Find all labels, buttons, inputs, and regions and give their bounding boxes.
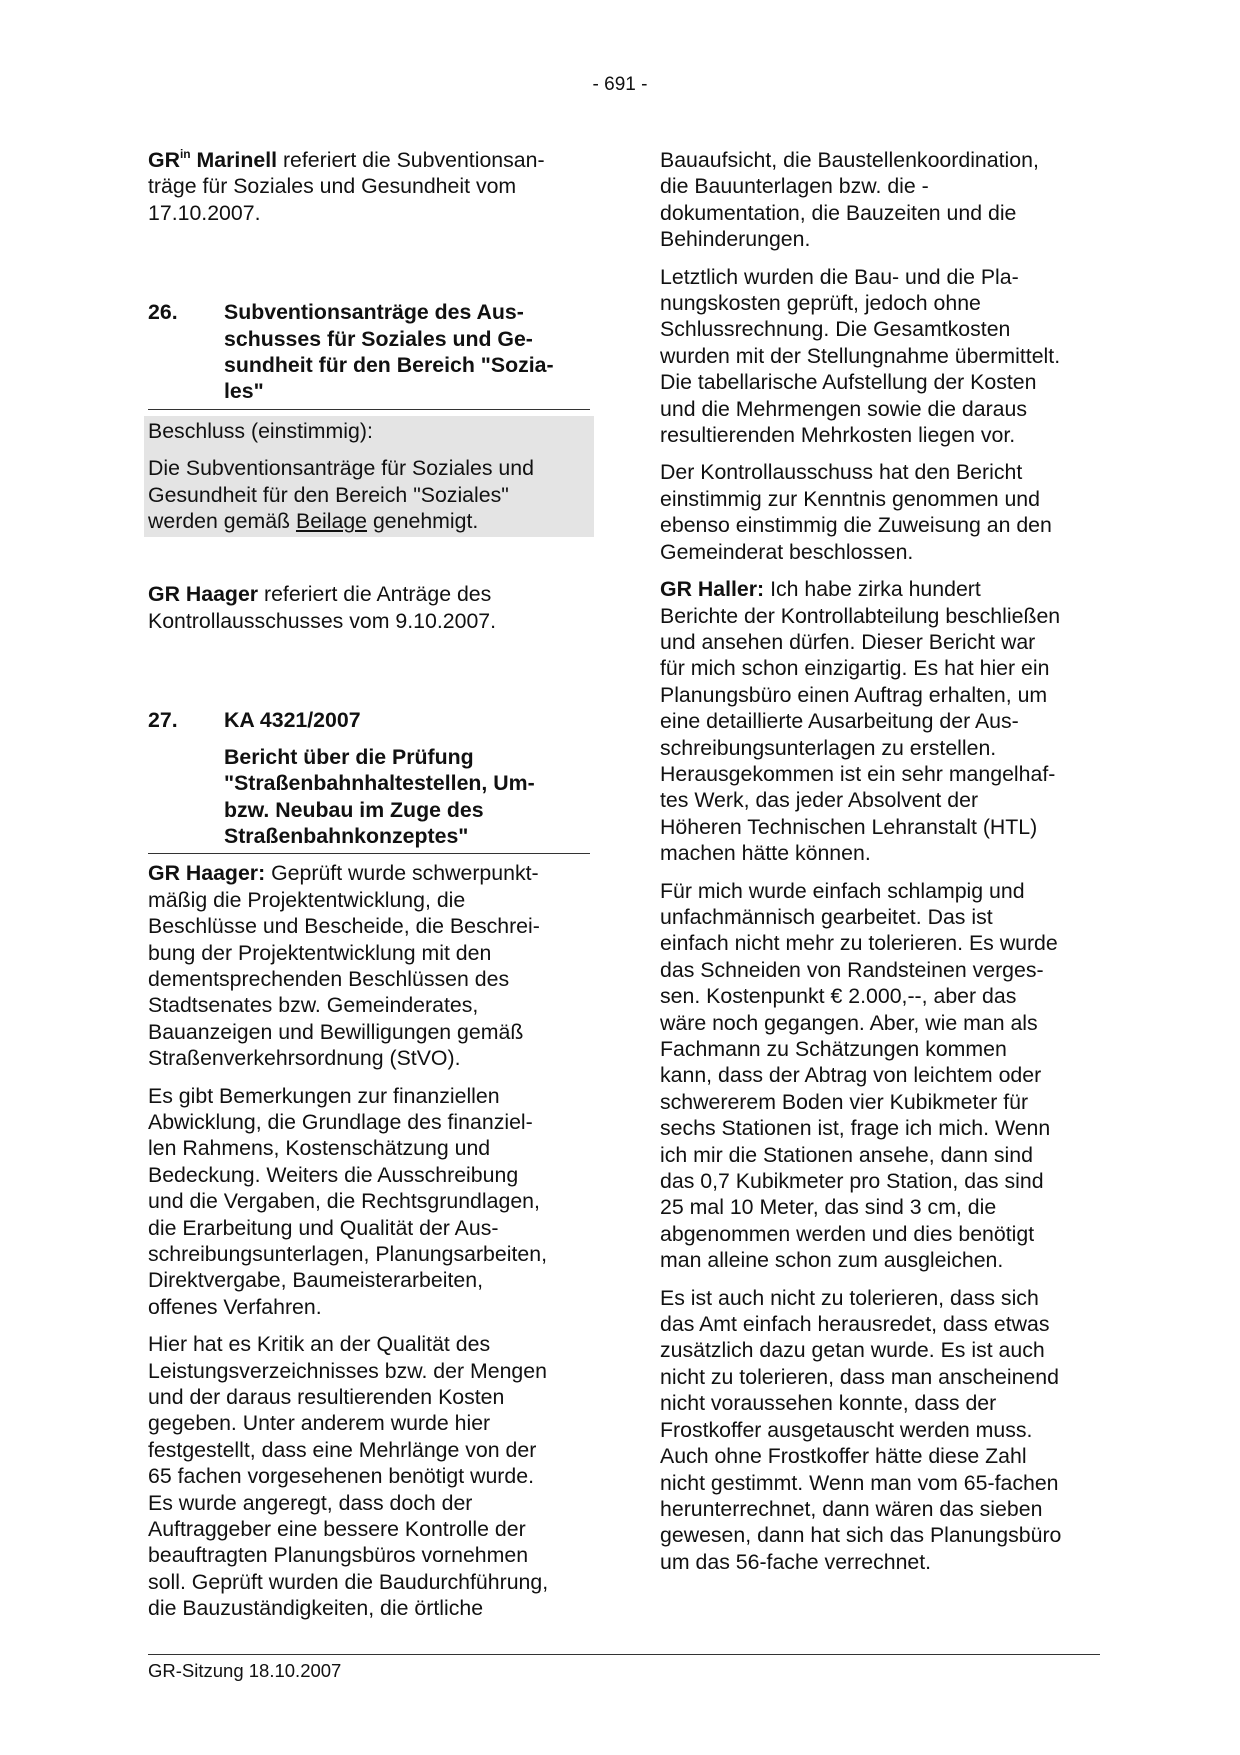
agenda-title: Bericht über die Prüfung "Straßenbahnhaltestellen, Um- bzw. Neubau im Zuge des Straßenbahnkonzeptes" bbox=[224, 744, 535, 848]
agenda-code: KA 4321/2007 bbox=[224, 708, 361, 733]
speaker-haager: GR Haager bbox=[148, 582, 259, 607]
speaker-haager: GR Haager: bbox=[148, 861, 266, 886]
paragraph-right-3: Der Kontrollausschuss hat den Bericht einstimmig zur Kenntnis genommen und ebenso einstimmig die Zuweisung an den Gemeinderat beschlossen. bbox=[660, 460, 1052, 564]
paragraph-haller-3: Es ist auch nicht zu tolerieren, dass sich das Amt einfach herausredet, dass etwas zusätzlich dazu getan wurde. Es ist auch nicht zu tolerieren, dass man anscheinend nicht voraussehen konnte, dass der Frostkoffer ausgetauscht werden muss. Auch ohne Frostkoffer hätte diese Zahl nicht gestimmt. Wenn man vom 65-fachen herunterrechnet, dann wären das sieben gewesen, dann hat sich das Planungsbüro um das 56-fache verrechnet. bbox=[660, 1285, 1062, 1574]
left-column bbox=[148, 147, 590, 1633]
paragraph-haller-2: Für mich wurde einfach schlampig und unfachmännisch gearbeitet. Das ist einfach nicht mehr zu tolerieren. Es wurde das Schneiden von Randsteinen verges- sen. Kostenpunkt € 2.000,--, aber das wäre noch gegangen. Aber, wie man als Fachmann zu Schätzungen kommen kann, dass der Abtrag von leichtem oder schwererem Boden vier Kubikmeter für sechs Stationen ist, frage ich mich. Wenn ich mir die Stationen ansehe, dann sind das 0,7 Kubikmeter pro Station, das sind 25 mal 10 Meter, das sind 3 cm, die abgenommen werden und dies benötigt man alleine schon zum ausgleichen. bbox=[660, 878, 1058, 1273]
decision-box bbox=[144, 416, 594, 538]
paragraph-haager-1: GR Haager: Geprüft wurde schwerpunkt- mäßig die Projektentwicklung, die Beschlüsse und Bescheide, die Beschrei- bung der Projektentwicklung mit den dementsprechenden Beschlüssen des Stadtsenates bzw. Gemeinderates, Bauanzeigen und Bewilligungen gemäß Straßenverkehrsordnung (StVO). bbox=[148, 861, 540, 1071]
paragraph-haager-3: Hier hat es Kritik an der Qualität des Leistungsverzeichnisses bzw. der Mengen und der daraus resultierenden Kosten gegeben. Unter anderem wurde hier festgestellt, dass eine Mehrlänge von der 65 fachen vorgesehenen benötigt wurde. Es wurde angeregt, dass doch der Auftraggeber eine bessere Kontrolle der beauftragten Planungsbüros vornehmen soll. Geprüft wurden die Baudurchführung, die Bauzuständigkeiten, die örtliche bbox=[148, 1332, 549, 1621]
agenda-title: Subventionsanträge des Aus- schusses für Soziales und Ge- sundheit für den Bereich "Sozia- les" bbox=[224, 300, 554, 404]
page-number: - 691 - bbox=[592, 74, 648, 95]
divider bbox=[148, 853, 590, 854]
agenda-number: 27. bbox=[148, 708, 178, 733]
agenda-item-26 bbox=[148, 299, 590, 405]
divider bbox=[148, 409, 590, 410]
footer-text: GR-Sitzung 18.10.2007 bbox=[148, 1660, 342, 1681]
speaker-haller: GR Haller: bbox=[660, 577, 765, 602]
speaker-marinell: $GR^{in}$ Marinell bbox=[148, 147, 278, 172]
right-column bbox=[660, 147, 1110, 1586]
paragraph-right-1: Bauaufsicht, die Baustellenkoordination, die Bauunterlagen bzw. die - dokumentation, die Bauzeiten und die Behinderungen. bbox=[660, 148, 1039, 252]
decision-label: Beschluss (einstimmig): bbox=[148, 418, 373, 443]
agenda-number: 26. bbox=[148, 300, 178, 325]
paragraph-haller-1: GR Haller: Ich habe zirka hundert Berichte der Kontrollabteilung beschließen und ansehen dürfen. Dieser Bericht war für mich schon einzigartig. Es hat hier ein Planungsbüro einen Auftrag erhalten, um eine detaillierte Ausarbeitung der Aus- schreibungsunterlagen zu erstellen. Herausgekommen ist ein sehr mangelhaf- tes Werk, das jeder Absolvent der Höheren Technischen Lehranstalt (HTL) machen hätte können. bbox=[660, 577, 1061, 866]
intro-haager: GR Haager referiert die Anträge des Kontrollausschusses vom 9.10.2007. bbox=[148, 582, 497, 633]
beilage-link[interactable]: Beilage bbox=[295, 509, 368, 534]
paragraph-right-2: Letztlich wurden die Bau- und die Pla- nungskosten geprüft, jedoch ohne Schlussrechnung. Die Gesamtkosten wurden mit der Stellungnahme übermittelt. Die tabellarische Aufstellung der Kosten und die Mehrmengen sowie die daraus resultierenden Mehrkosten liegen vor. bbox=[660, 264, 1061, 448]
agenda-item-27 bbox=[148, 707, 590, 733]
paragraph-haager-2: Es gibt Bemerkungen zur finanziellen Abwicklung, die Grundlage des finanziel- len Rahmens, Kostenschätzung und Bedeckung. Weiters die Ausschreibung und die Vergaben, die Rechtsgrundlagen, die Erarbeitung und Qualität der Aus- schreibungsunterlagen, Planungsarbeiten, Direktvergabe, Baumeisterarbeiten, offenes Verfahren. bbox=[148, 1083, 548, 1319]
decision-text: Die Subventionsanträge für Soziales und Gesundheit für den Bereich "Soziales" werden gemäß Beilage genehmigt. bbox=[148, 456, 534, 534]
intro-marinell: $GR^{in}$ Marinell referiert die Subventionsan- träge für Soziales und Gesundheit vom 17.10.2007. bbox=[148, 147, 545, 225]
footer-divider bbox=[148, 1654, 1100, 1655]
